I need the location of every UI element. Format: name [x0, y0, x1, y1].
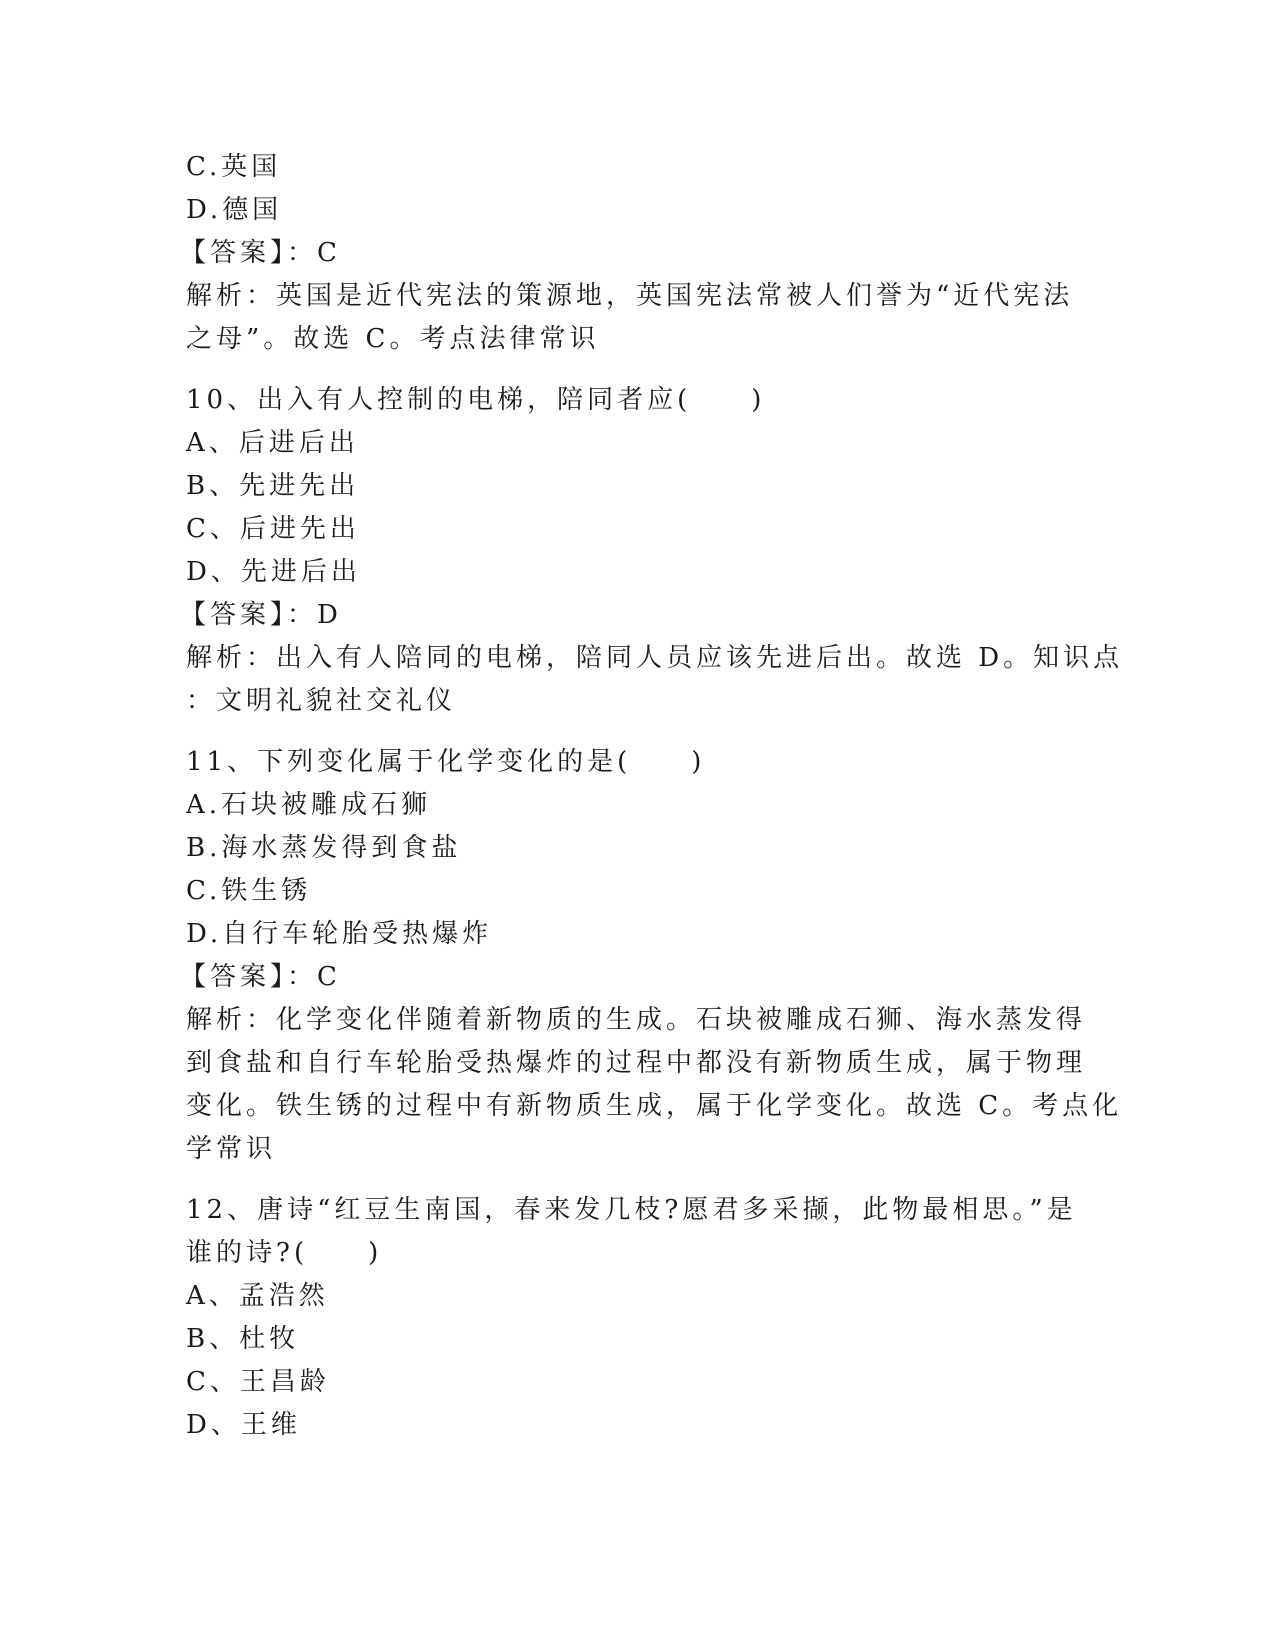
- q11-analysis-line-1: 解析：化学变化伴随着新物质的生成。石块被雕成石狮、海水蒸发得: [186, 1005, 1087, 1035]
- q12-option-c: C、王昌龄: [186, 1367, 330, 1397]
- spacer: [186, 1171, 1076, 1189]
- q9-option-d: D.德国: [186, 195, 283, 225]
- q10-question: 10、出入有人控制的电梯，陪同者应( ): [186, 385, 766, 415]
- q11-option-d: D.自行车轮胎受热爆炸: [186, 919, 493, 949]
- q12-option-a: A、孟浩然: [186, 1281, 329, 1311]
- q11-question: 11、下列变化属于化学变化的是( ): [186, 747, 706, 777]
- question-9-tail: [180, 146, 1076, 361]
- q10-option-d: D、先进后出: [186, 557, 361, 587]
- q10-analysis-line-1: 解析：出入有人陪同的电梯，陪同人员应该先进后出。故选 D。知识点: [186, 643, 1124, 673]
- q9-analysis-line-2: 之母”。故选 C。考点法律常识: [186, 324, 600, 354]
- question-11: [180, 741, 1123, 1171]
- q10-option-b: B、先进先出: [186, 471, 360, 501]
- q12-question-line-2: 谁的诗?( ): [186, 1238, 383, 1268]
- q11-analysis-line-4: 学常识: [186, 1134, 277, 1164]
- spacer: [186, 361, 1076, 379]
- q11-option-a: A.石块被雕成石狮: [186, 790, 432, 820]
- question-10: [180, 379, 1124, 723]
- q11-option-c: C.铁生锈: [186, 876, 312, 906]
- q10-option-c: C、后进先出: [186, 514, 360, 544]
- q12-option-d: D、王维: [186, 1410, 301, 1440]
- q10-answer: 【答案】：D: [180, 600, 342, 630]
- q9-option-c: C.英国: [186, 152, 282, 182]
- spacer: [186, 723, 1076, 741]
- q10-analysis-line-2: ：文明礼貌社交礼仪: [186, 686, 457, 716]
- q9-answer: 【答案】：C: [180, 238, 341, 268]
- q10-option-a: A、后进后出: [186, 428, 359, 458]
- q11-option-b: B.海水蒸发得到食盐: [186, 833, 462, 863]
- question-12: [186, 1189, 1076, 1447]
- q12-question-line-1: 12、唐诗“红豆生南国，春来发几枝?愿君多采撷，此物最相思。”是: [186, 1195, 1077, 1225]
- q9-analysis-line-1: 解析：英国是近代宪法的策源地，英国宪法常被人们誉为“近代宪法: [186, 281, 1074, 311]
- q11-analysis-line-3: 变化。铁生锈的过程中有新物质生成，属于化学变化。故选 C。考点化: [186, 1091, 1123, 1121]
- q11-answer: 【答案】：C: [180, 962, 341, 992]
- document-body: [180, 146, 1124, 1447]
- q12-option-b: B、杜牧: [186, 1324, 300, 1354]
- q11-analysis-line-2: 到食盐和自行车轮胎受热爆炸的过程中都没有新物质生成，属于物理: [186, 1048, 1087, 1078]
